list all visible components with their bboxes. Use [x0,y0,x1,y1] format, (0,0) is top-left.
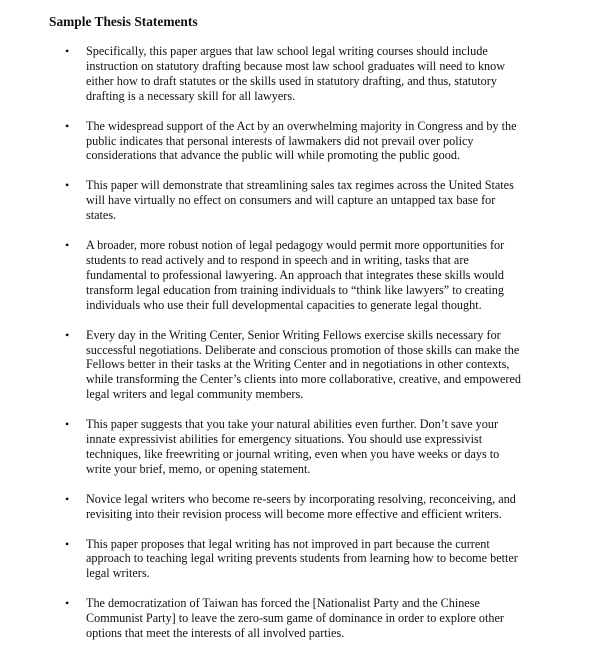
thesis-statement-line: Specifically, this paper argues that law school legal writing courses should include [86,44,488,58]
bullet-icon: • [65,536,70,551]
thesis-statement-line: students to read actively and to respond in speech and in writing, tasks that are [86,252,469,267]
thesis-statement-line: A broader, more robust notion of legal pedagogy would permit more opportunities for [86,238,505,253]
thesis-statement-line: instruction on statutory drafting because most law school graduates will need to know [86,58,506,73]
thesis-statement-line: revisiting into their revision process will become more effective and efficient writers. [86,506,502,521]
thesis-statement-line: Fellows better in their tasks at the Writing Center and in negotiations in other contexts, [86,357,510,372]
bullet-icon: • [65,178,70,193]
thesis-statement-line: Communist Party] to leave the zero-sum game of dominance in order to explore other [86,611,504,626]
thesis-statement-line: successful negotiations. Deliberate and conscious promotion of those skills can make the [86,342,520,357]
thesis-statement-line: Novice legal writers who become re-seers by incorporating resolving, reconceiving, and [86,491,516,506]
thesis-statement-line: Every day in the Writing Center, Senior Writing Fellows exercise skills necessary for [86,327,501,342]
thesis-statement-line: will have virtually no effect on consumers and will capture an untapped tax base for [86,193,496,208]
bullet-icon: • [65,238,70,253]
thesis-statement-item [0,328,546,403]
thesis-statement-line: considerations that advance the public will while promoting the public good. [86,148,461,163]
thesis-statement-line: fundamental to professional lawyering. An approach that integrates these skills would [86,267,504,282]
thesis-statement-item [0,178,546,223]
thesis-statement-line: either how to draft statutes or the skills used in statutory drafting, and thus, statutory [86,73,497,88]
thesis-statement-line: This paper suggests that you take your natural abilities even further. Don’t save your [86,417,499,432]
thesis-statement-line: The widespread support of the Act by an overwhelming majority in Congress and by the [86,118,517,133]
bullet-icon: • [65,596,70,611]
thesis-statement-item [0,119,546,164]
bullet-icon: • [65,44,70,58]
thesis-statement-line: legal writers. [86,566,150,581]
thesis-statement-line: techniques, like freewriting or journal writing, even when you have weeks or days to [86,446,500,461]
thesis-statement-line: public indicates that personal interests of lawmakers did not prevail over policy [86,133,474,148]
thesis-statement-line: states. [86,208,117,223]
thesis-statement-item [0,44,546,104]
thesis-statement-line: write your brief, memo, or opening statement. [86,461,311,476]
thesis-statement-line: The democratization of Taiwan has forced the [Nationalist Party and the Chinese [86,596,480,611]
thesis-statement-line: transform legal education from training individuals to “think like lawyers” to creating [86,282,504,297]
thesis-statement-line: options that meet the interests of all involved parties. [86,626,345,641]
thesis-statement-line: individuals who use their full developmental capacities to generate legal thought. [86,297,482,312]
thesis-statement-item [0,238,546,313]
thesis-statement-line: legal writers and legal community members. [86,387,304,402]
thesis-statement-line: innate expressivist abilities for emergency situations. You should use expressivist [86,432,483,447]
document-heading: Sample Thesis Statements [49,14,198,29]
thesis-statement-list [0,44,546,656]
thesis-statement-item [0,417,546,477]
bullet-icon: • [65,327,70,342]
bullet-icon: • [65,491,70,506]
thesis-statement-item [0,596,546,641]
thesis-statement-line: This paper will demonstrate that streamlining sales tax regimes across the United States [86,178,514,193]
bullet-icon: • [65,417,70,432]
thesis-statement-line: This paper proposes that legal writing has not improved in part because the current [86,536,490,551]
thesis-statement-item [0,537,546,582]
thesis-statement-item [0,492,546,522]
bullet-icon: • [65,118,70,133]
thesis-statement-line: approach to teaching legal writing prevents students from learning how to become better [86,551,518,566]
thesis-statement-line: drafting is a necessary skill for all lawyers. [86,88,296,103]
thesis-statement-line: while transforming the Center’s clients into more collaborative, creative, and empowered [86,372,521,387]
